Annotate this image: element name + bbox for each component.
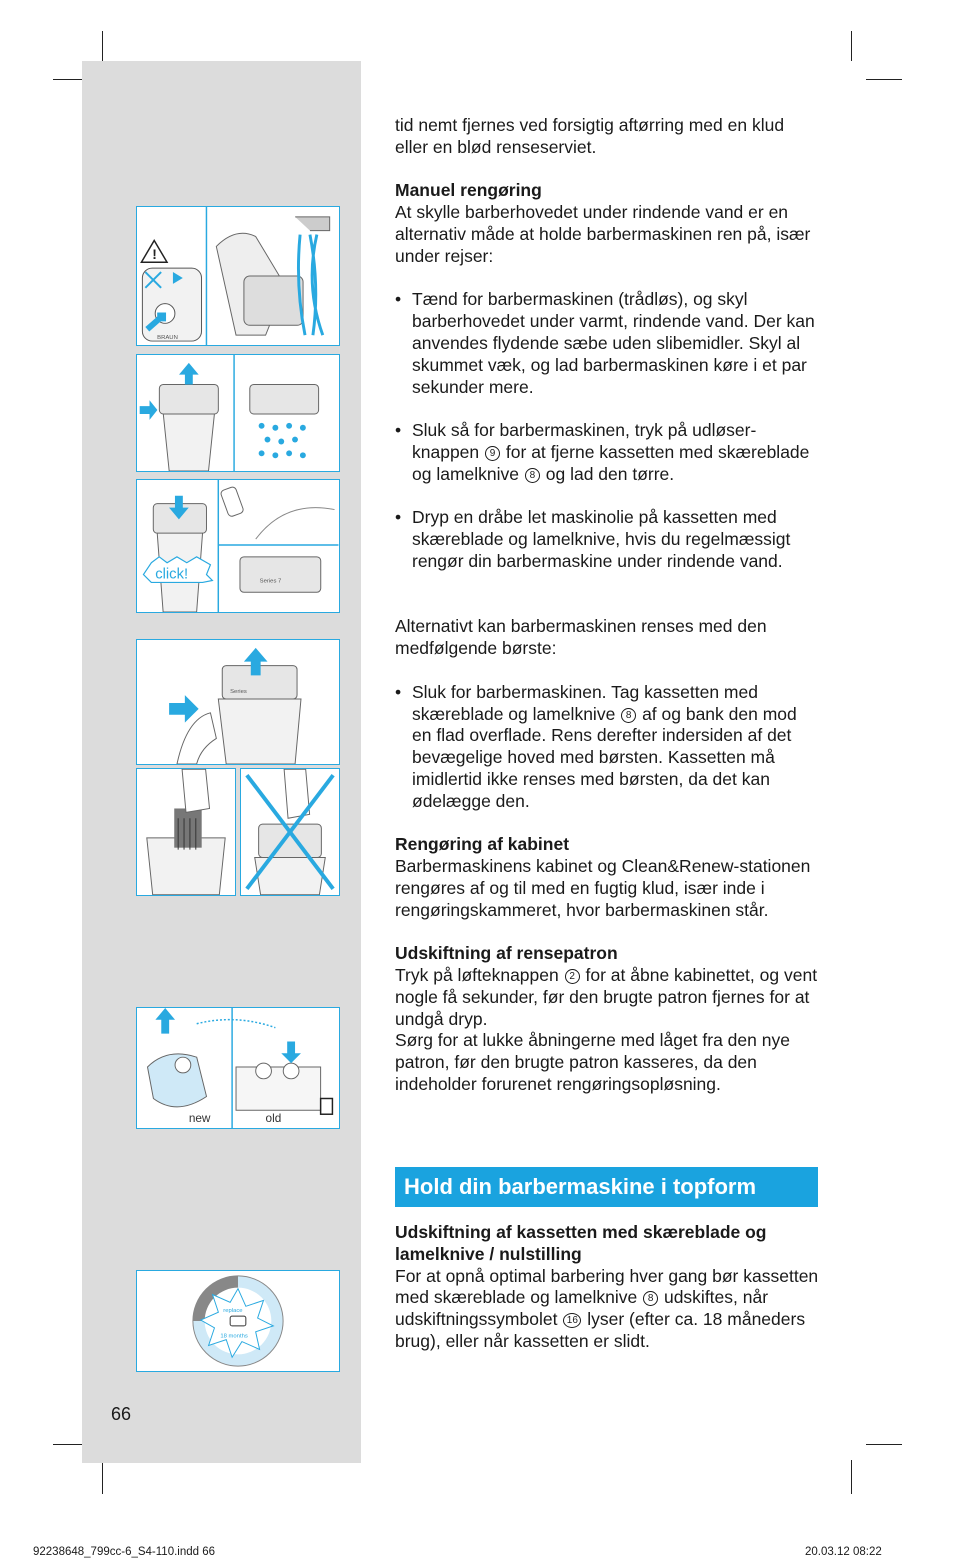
section-title: Hold din barbermaskine i topform [395,1167,818,1207]
ref-number: 8 [525,468,540,483]
arrow-up-icon [179,363,199,385]
arrow-down-icon [281,1041,301,1063]
ref-number: 9 [485,446,500,461]
cabinet-body: Barbermaskinens kabinet og Clean&Renew-stationen rengøres af og til med en fugtig klud, især inde i rengøringskammeret, hvor barbermaskinen står. [395,856,811,920]
figure-replace-indicator [136,1270,340,1372]
intro-text: tid nemt fjernes ved forsigtig aftørring med en klud eller en blød renseserviet. [395,115,785,157]
crop-mark [102,31,103,61]
crop-mark [102,1460,103,1494]
svg-text:!: ! [152,247,157,263]
click-label: click! [155,566,189,583]
list-item: • Dryp en dråbe let maskinolie på kassetten med skæreblade og lamelknive, hvis du regelmæssigt rengør din barbermaskine under rindende vand. [395,507,791,571]
figure-cartridge [136,1007,340,1129]
manual-heading: Manuel rengøring [395,180,542,201]
cartridge-heading: Udskiftning af rensepatron [395,943,618,964]
old-label: old [265,1111,282,1126]
ref-number: 2 [565,969,580,984]
footer-date: 20.03.12 08:22 [805,1546,882,1558]
figure-brush-forbidden [240,768,340,896]
manual-body: At skylle barberhovedet under rindende vand er en alternativ måde at holde barbermaskinen ren på, især under rejser: [395,202,811,266]
list-item: • Sluk for barbermaskinen. Tag kassetten med skæreblade og lamelknive 8 af og bank den mod en flad overflade. Rens derefter indersiden af det bevægelige hoved med børsten. Kassetten må imidlertid ikke renses med børsten, da det kan ødelægge den. [395,681,797,811]
months-label: 18 months [220,1333,248,1340]
arrow-right-icon [140,400,158,420]
figure-brush-head [136,768,236,896]
crop-mark [866,1444,902,1445]
cartridge-body: Tryk på løfteknappen 2 for at åbne kabinettet, og vent nogle få sekunder, før den brugte patron fjernes for at undgå dryp. [395,965,818,1029]
crop-mark [851,1460,852,1494]
ref-number: 8 [643,1291,658,1306]
series-text: Series 7 [259,578,282,585]
series-text: Series [230,689,247,696]
main-text [395,115,820,1096]
replace-text [395,1222,820,1353]
arrow-up-icon [155,1008,175,1034]
crop-mark [851,31,852,61]
replace-heading: Udskiftning af kassetten med skæreblade og lamelknive / nulstilling [395,1222,767,1264]
list-item: • Sluk så for barbermaskinen, tryk på udløser-knappen 9 for at fjerne kassetten med skæreblade og lamelknive 8 og lad den tørre. [395,420,810,484]
crop-mark [866,79,902,80]
cartridge-body2: Sørg for at lukke åbningerne med låget fra den nye patron, før den brugte patron kasseres, da den indeholder forurenet rengøringsopløsning. [395,1030,790,1095]
figure-tap-cassette [136,639,340,765]
replace-body: For at opnå optimal barbering hver gang bør kassetten med skæreblade og lamelknive 8 udskiftes, når udskiftningssymbolet 16 lyser (efter ca. 18 måneders brug), eller når kassetten er slidt. [395,1265,819,1351]
figure-rinse [136,206,340,346]
figure-remove-cassette [136,354,340,472]
arrow-right-icon [169,695,199,723]
footer-file: 92238648_799cc-6_S4-110.indd 66 [33,1546,216,1558]
ref-number: 8 [621,708,636,723]
trash-icon [321,1098,333,1114]
crop-mark [53,79,83,80]
page-number: 66 [111,1404,132,1424]
crop-mark [53,1444,83,1445]
new-label: new [188,1111,211,1126]
cabinet-heading: Rengøring af kabinet [395,834,570,855]
brush-body: Alternativt kan barbermaskinen renses med den medfølgende børste: [395,616,767,659]
ref-number: 16 [563,1313,581,1328]
figure-oil-cassette [136,479,340,613]
brand-text: BRAUN [157,335,178,342]
list-item: • Tænd for barbermaskinen (trådløs), og skyl barberhovedet under varmt, rindende vand. Der kan anvendes flydende sæbe uden slibemidler. Skyl al skummet væk, og lad barbermaskinen køre i et par sekunder mere. [395,289,815,397]
replace-label: replace [223,1308,243,1315]
